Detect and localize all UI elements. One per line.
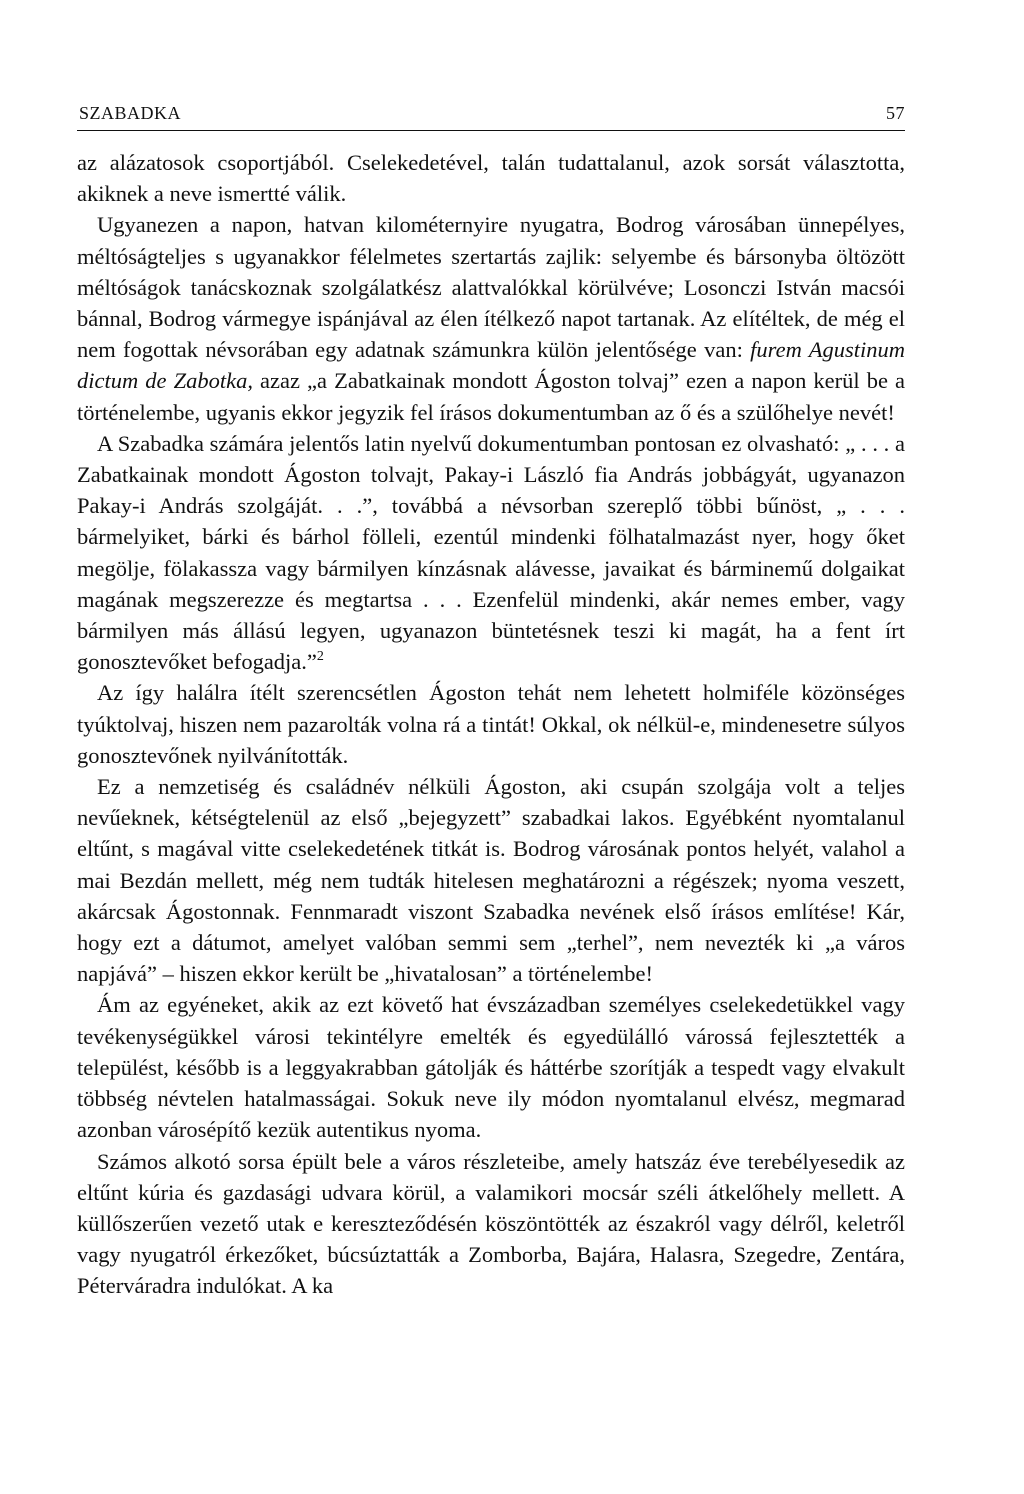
paragraph-2 [77, 209, 905, 427]
paragraph-7: Számos alkotó sorsa épült bele a város részleteibe, amely hatszáz éve terebélyesedik az eltűnt kúria és gazdasági udvara körül, a valamikori mocsár széli átkelőhely mellett. A küllőszerűen vezető utak e kereszteződésén köszöntötték az északról vagy délről, keletről vagy nyugatról érkezőket, búcsúztatták a Zomborba, Bajára, Halasra, Szegedre, Zentára, Péterváradra indulókat. A ka [77, 1148, 905, 1299]
body-text [77, 147, 905, 1302]
paragraph-1: az alázatosok csoportjából. Cselekedetével, talán tudattalanul, azok sorsát választotta, akiknek a neve ismertté válik. [77, 150, 905, 207]
paragraph-3 [77, 428, 905, 678]
running-header [77, 96, 905, 124]
running-title: SZABADKA [79, 103, 182, 123]
paragraph-2-part-a: Ugyanezen a napon, hatvan kilométernyire nyugatra, Bodrog városában ünnepélyes, méltóságteljes s ugyanakkor félelmetes szertartás zajlik: selyembe és bársonyba öltözött méltóságok tanácskoznak szolgálatkész alattvalókkal körülvéve; Losonczi István macsói bánnal, Bodrog vármegye ispánjával az élen ítélkező napot tartanak. Az elítéltek, de még el nem fogottak névsorában egy adatnak számunkra külön jelentősége van: [77, 212, 905, 363]
header-rule [77, 130, 905, 131]
paragraph-5: Ez a nemzetiség és családnév nélküli Ágoston, aki csupán szolgája volt a teljes nevűeknek, kétségtelenül az első „bejegyzett” szabadkai lakos. Egyébként nyomtalanul eltűnt, s magával vitte cselekedetének titkát is. Bodrog városának pontos helyét, valahol a mai Bezdán mellett, még nem tudták hitelesen meghatározni a régészek; nyoma veszett, akárcsak Ágostonnak. Fennmaradt viszont Szabadka nevének első írásos említése! Kár, hogy ezt a dátumot, amelyet valóban semmi sem „terhel”, nem nevezték ki „a város napjává” – hiszen ekkor került be „hivatalosan” a történelembe! [77, 774, 905, 987]
paragraph-2-part-b: azaz „a Zabatkainak mondott Ágoston tolvaj” ezen a napon kerül be a történelembe, ugyanis ekkor jegyzik fel írásos dokumentumban az ő és a szülőhelye nevét! [77, 368, 905, 425]
book-page [77, 96, 905, 1302]
page-number: 57 [886, 103, 905, 123]
paragraph-4: Az így halálra ítélt szerencsétlen Ágoston tehát nem lehetett holmiféle közönséges tyúktolvaj, hiszen nem pazarolták volna rá a tintát! Okkal, ok nélkül-e, mindenesetre súlyos gonosztevőnek nyilvánították. [77, 680, 905, 768]
latin-quote: furem Agustinum dictum de Zabotka, [77, 337, 905, 394]
paragraph-3-text: A Szabadka számára jelentős latin nyelvű dokumentumban pontosan ez olvasható: „ . . . a Zabatkainak mondott Ágoston tolvajt, Pakay-i László fia András jobbágyát, ugyanazon Pakay-i András szolgáját. . .”, továbbá a névsorban szereplő többi bűnöst, „ . . . bármelyiket, bárki és bárhol fölleli, ezentúl mindenki fölhatalmazást nyer, hogy őket megölje, fölakassza vagy bármilyen kínzásnak alávesse, javaikat és bárminemű dolgaikat magának megszerezze és megtartsa . . . Ezenfelül mindenki, akár nemes ember, vagy bármilyen más állású legyen, ugyanazon büntetésnek teszi ki magát, ha a fent írt gonosztevőket befogadja.” [77, 430, 905, 675]
paragraph-6: Ám az egyéneket, akik az ezt követő hat évszázadban személyes cselekedetükkel vagy tevékenységükkel városi tekintélyre emelték és egyedülálló várossá fejlesztették a települést, később is a leggyakrabban gátolják és háttérbe szorítják a tespedt vagy elvakult többség névtelen hatalmasságai. Sokuk neve ily módon nyomtalanul elvész, megmarad azonban városépítő kezük autentikus nyoma. [77, 992, 905, 1143]
footnote-marker: 2 [316, 649, 324, 665]
